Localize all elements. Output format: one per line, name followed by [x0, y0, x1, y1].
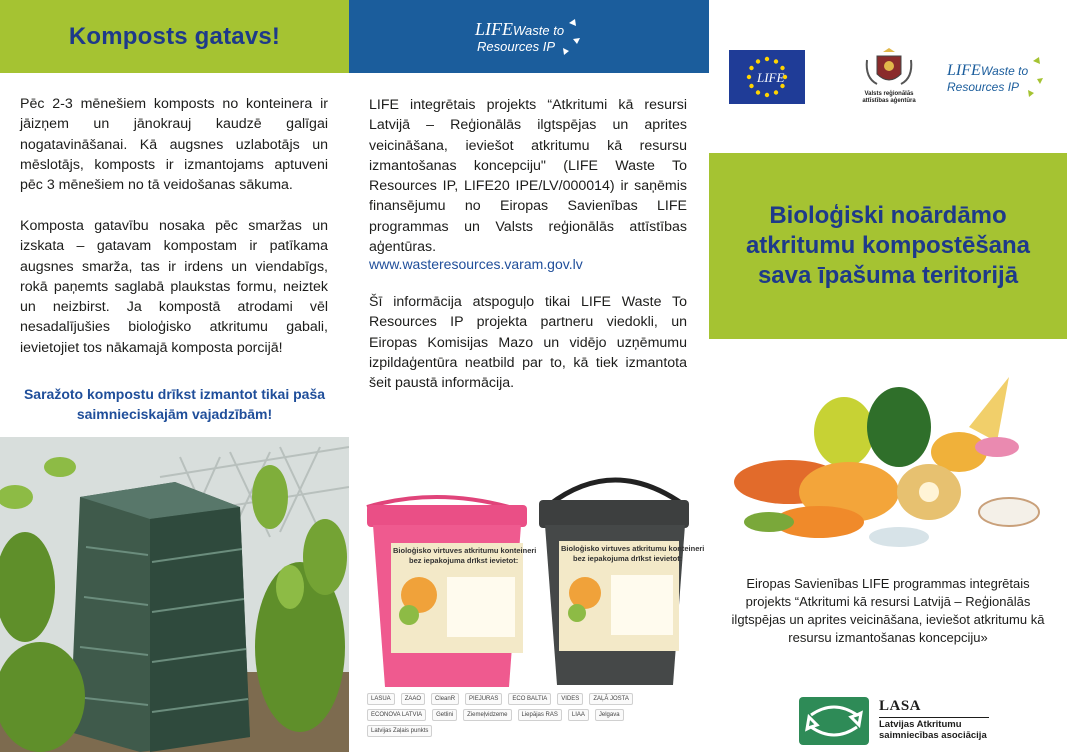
partner-logo: ZAĻĀ JOSTA — [589, 693, 633, 705]
compost-ready-paragraph: Pēc 2-3 mēnešiem komposts no konteinera ir jāizņem un jānokrauj kaudzē galīgai nogatavināšanai. Kā augsnes uzlabotājs un mēslotājs, komposts ir izmantojams aptuveni pēc 3 mēnešiem no tā veidošanas sākuma. — [20, 96, 328, 194]
logo-resources-text: Resources IP — [947, 80, 1020, 94]
partner-logo: VIDES — [557, 693, 583, 705]
partner-logo: Getlini — [432, 709, 457, 721]
state-agency-logo — [859, 48, 919, 112]
lasa-full-name — [879, 717, 989, 741]
partner-logo: Jelgava — [595, 709, 624, 721]
partner-logo: ECONOVA LATVIA — [367, 709, 426, 721]
sponsor-logos-row — [709, 45, 1067, 115]
partner-logo: PIEJURAS — [465, 693, 502, 705]
usage-notice: Saražoto kompostu drīkst izmantot tikai paša saimnieciskajām vajadzībām! — [23, 386, 326, 422]
waste-to-resources-logo — [945, 53, 1045, 105]
lasa-logo — [799, 697, 1039, 745]
partner-logo: ZAAO — [401, 693, 425, 705]
logo-waste-text: Waste to — [981, 64, 1029, 78]
panel-right — [709, 0, 1067, 752]
agency-name — [859, 91, 919, 105]
panel-left-header — [0, 0, 349, 73]
panel-left-heading: Komposts gatavs! — [68, 22, 281, 50]
life-waste-to-resources-logo — [469, 9, 589, 65]
food-waste-illustration — [729, 372, 1059, 562]
project-funding-paragraph: LIFE integrētais projekts “Atkritumi kā resursi Latvijā – Reģionālās ilgtspējas un aprites veicināšana, ieviešot atkritumu kā resursu izmantošanas koncepciju" (LIFE Waste To Resources IP, LIFE20 IPE/LV/000014) ir saņēmis finansējumu no Eiropas Savienības LIFE programmas un Valsts reģionālās attīstības aģentūras. — [369, 97, 687, 256]
eu-life-text: LIFE — [757, 70, 785, 85]
coat-of-arms-icon — [859, 48, 919, 92]
pink-bin-label-line2: bez iepakojuma drīkst ievietot: — [409, 556, 519, 565]
brochure-title: Bioloģiski noārdāmo atkritumu kompostēšana sava īpašuma teritorijā — [745, 202, 1031, 289]
project-website-link[interactable]: www.wasteresources.varam.gov.lv — [369, 256, 583, 272]
agency-name-line1: Valsts reģionālās — [864, 91, 914, 97]
partner-logos-strip — [367, 693, 692, 743]
lasa-acronym: LASA — [879, 698, 922, 714]
project-description: Eiropas Savienības LIFE programmas integrētais projekts “Atkritumi kā resursi Latvijā – Reģionālās ilgtspējas un aprites veicināšana, ieviešot atkritumu kā resursu izmantošanas koncepciju» — [731, 576, 1045, 645]
recycle-arrows-icon — [799, 697, 869, 745]
lasa-full-name-line1: Latvijas Atkritumu — [879, 719, 962, 730]
partner-logo: LASUA — [367, 693, 395, 705]
compost-maturity-paragraph: Komposta gatavību nosaka pēc smaržas un izskata – gatavam kompostam ir patīkama augsnes smarža, tas ir irdens un viendabīgs, rokā paņemts saglabā plaukstas formu, neiztek un neizbirst. Ja kompostā atrodami vēl nesadalījušies bioloģisko atkritumu gabali, ievietojiet tos nākamajā komposta porcijā! — [20, 218, 328, 356]
compost-bin-illustration — [0, 437, 349, 752]
partner-logo: LIAA — [568, 709, 589, 721]
lasa-full-name-line2: saimniecības asociācija — [879, 730, 987, 741]
partner-logo: Ziemeļvidzeme — [463, 709, 511, 721]
partner-logo: Latvijas Zaļais punkts — [367, 725, 432, 737]
brochure-title-box — [709, 153, 1067, 339]
pink-bin-label-line1: Bioloģisko virtuves atkritumu konteineri — [393, 546, 537, 555]
logo-life-text: LIFE — [475, 18, 513, 39]
logo-waste-text: Waste to — [513, 22, 565, 38]
partner-logo: Liepājas RAS — [518, 709, 562, 721]
compost-bin-photo — [0, 437, 349, 752]
kitchen-waste-bins-image — [349, 465, 709, 690]
agency-name-line2: attīstības aģentūra — [862, 98, 916, 104]
logo-life-text: LIFE — [947, 62, 981, 79]
panel-middle-header — [349, 0, 709, 73]
dark-bin-label-line1: Bioloģisko virtuves atkritumu konteineri — [561, 544, 705, 553]
disclaimer-paragraph: Šī informācija atspoguļo tikai LIFE Waste To Resources IP projekta partneru viedokli, un Eiropas Komisijas Mazo un vidējo uzņēmumu izpildaģentūra neatbild par to, kā tiek izmantota šeit paustā informācija. — [369, 294, 687, 392]
panel-middle — [349, 0, 709, 752]
partner-logo: ECO BALTIA — [508, 693, 551, 705]
logo-resources-text: Resources IP — [477, 38, 556, 54]
panel-left — [0, 0, 349, 752]
eu-flag-icon — [729, 50, 805, 104]
partner-logo: CleanR — [431, 693, 459, 705]
dark-bin-illustration — [539, 480, 704, 685]
pink-bin-illustration — [367, 497, 536, 687]
dark-bin-label-line2: bez iepakojuma drīkst ievietot: — [573, 554, 683, 563]
